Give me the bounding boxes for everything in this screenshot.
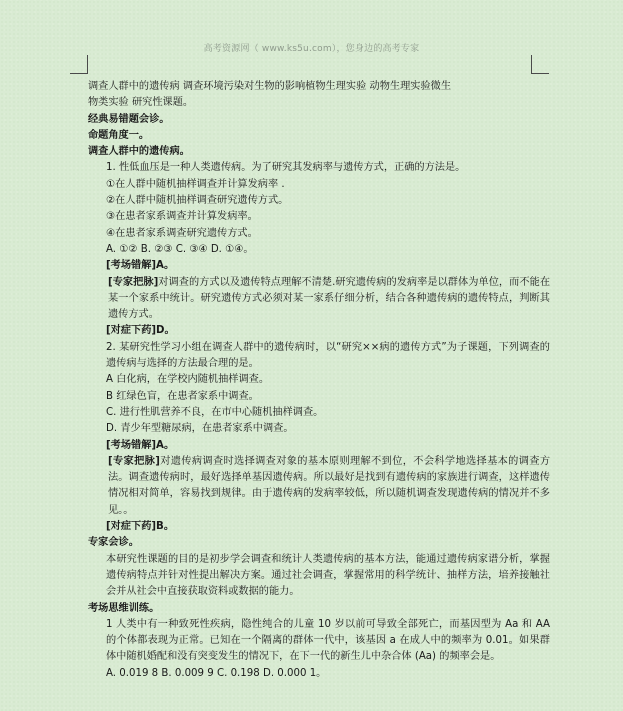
doc-line: ①在人群中随机抽样调查并计算发病率 . — [106, 178, 285, 190]
doc-line: ④在患者家系调查研究遗传方式。 — [106, 227, 258, 239]
doc-line: 调查人群中的遗传病 调查环境污染对生物的影响植物生理实验 动物生理实验微生 — [88, 81, 452, 92]
doc-line: A 白化病，在学校内随机抽样调查。 — [106, 374, 270, 386]
doc-line: 经典易错题会诊。 — [88, 113, 170, 125]
crop-mark-top-right-v — [531, 55, 532, 74]
doc-line: 2. 某研究性学习小组在调查人群中的遗传病时，以“研究××病的遗传方式”为子课题，下列调查的遗传病与选择的方法最合理的是。 — [106, 341, 550, 370]
doc-line: [对症下药]B。 — [106, 521, 175, 533]
doc-line: 专家会诊。 — [88, 537, 139, 549]
doc-line: 命题角度一。 — [88, 129, 150, 141]
crop-mark-top-left-v — [87, 55, 88, 74]
doc-line: 本研究性课题的目的是初步学会调查和统计人类遗传病的基本方法，能通过遗传病家谱分析，掌握遗传病特点并针对性提出解决方案。通过社会调查，掌握常用的科学统计、抽样方法，培养接触社会并从社会中直接获取资料或数据的能力。 — [106, 553, 550, 598]
doc-line: [专家把脉]对调查的方式以及遗传特点理解不清楚.研究遗传病的发病率是以群体为单位，而不能在某一个家系中统计。研究遗传方式必须对某一家系仔细分析，结合各种遗传病的遗传特点，判断其遗传方式。 — [108, 276, 550, 321]
doc-line: ③在患者家系调查并计算发病率。 — [106, 211, 258, 223]
doc-line: ②在人群中随机抽样调查研究遗传方式。 — [106, 195, 289, 207]
crop-mark-top-left-h — [70, 73, 88, 74]
doc-line: [考场错解]A。 — [106, 260, 175, 272]
doc-line: 1. 性低血压是一种人类遗传病。为了研究其发病率与遗传方式，正确的方法是。 — [106, 162, 466, 174]
doc-line: A. ①② B. ②③ C. ③④ D. ①④。 — [106, 243, 254, 255]
crop-mark-top-right-h — [531, 73, 549, 74]
doc-line: 物类实验 研究性课题。 — [88, 97, 194, 109]
doc-line: 1 人类中有一种致死性疾病，隐性纯合的儿童 10 岁以前可导致全部死亡，而基因型为 Aa 和 AA 的个体都表现为正常。已知在一个隔离的群体一代中，该基因 a 在成人中的频率为 0.01。如果群体中随机婚配和没有突变发生的情况下，在下一代的新生儿中杂合体 (Aa) 的频率会是。 — [106, 618, 550, 663]
document-body — [88, 79, 550, 682]
doc-line: 考场思维训练。 — [88, 602, 160, 614]
doc-line: [对症下药]D。 — [106, 325, 175, 337]
doc-line: [专家把脉]对遗传病调查时选择调查对象的基本原则理解不到位，不会科学地选择基本的调查方法。调查遗传病时，最好选择单基因遗传病。所以最好是找到有遗传病的家族进行调查，这样遗传情况相对简单，容易找到规律。由于遗传病的发病率较低，所以随机调查发现遗传病的情况并不多见。。 — [108, 455, 550, 516]
doc-line: A. 0.019 8 B. 0.009 9 C. 0.198 D. 0.000 1。 — [106, 667, 327, 679]
doc-line: C. 进行性肌营养不良，在市中心随机抽样调查。 — [106, 406, 324, 418]
page-header: 高考资源网（ www.ks5u.com），您身边的高考专家 — [203, 44, 420, 54]
lead-label: [专家把脉] — [108, 276, 159, 288]
doc-line: 调查人群中的遗传病。 — [88, 146, 190, 158]
doc-line: D. 青少年型糖尿病，在患者家系中调查。 — [106, 423, 294, 435]
lead-label: [专家把脉] — [108, 455, 160, 467]
doc-line: [考场错解]A。 — [106, 439, 175, 451]
doc-line: B 红绿色盲，在患者家系中调查。 — [106, 390, 259, 402]
